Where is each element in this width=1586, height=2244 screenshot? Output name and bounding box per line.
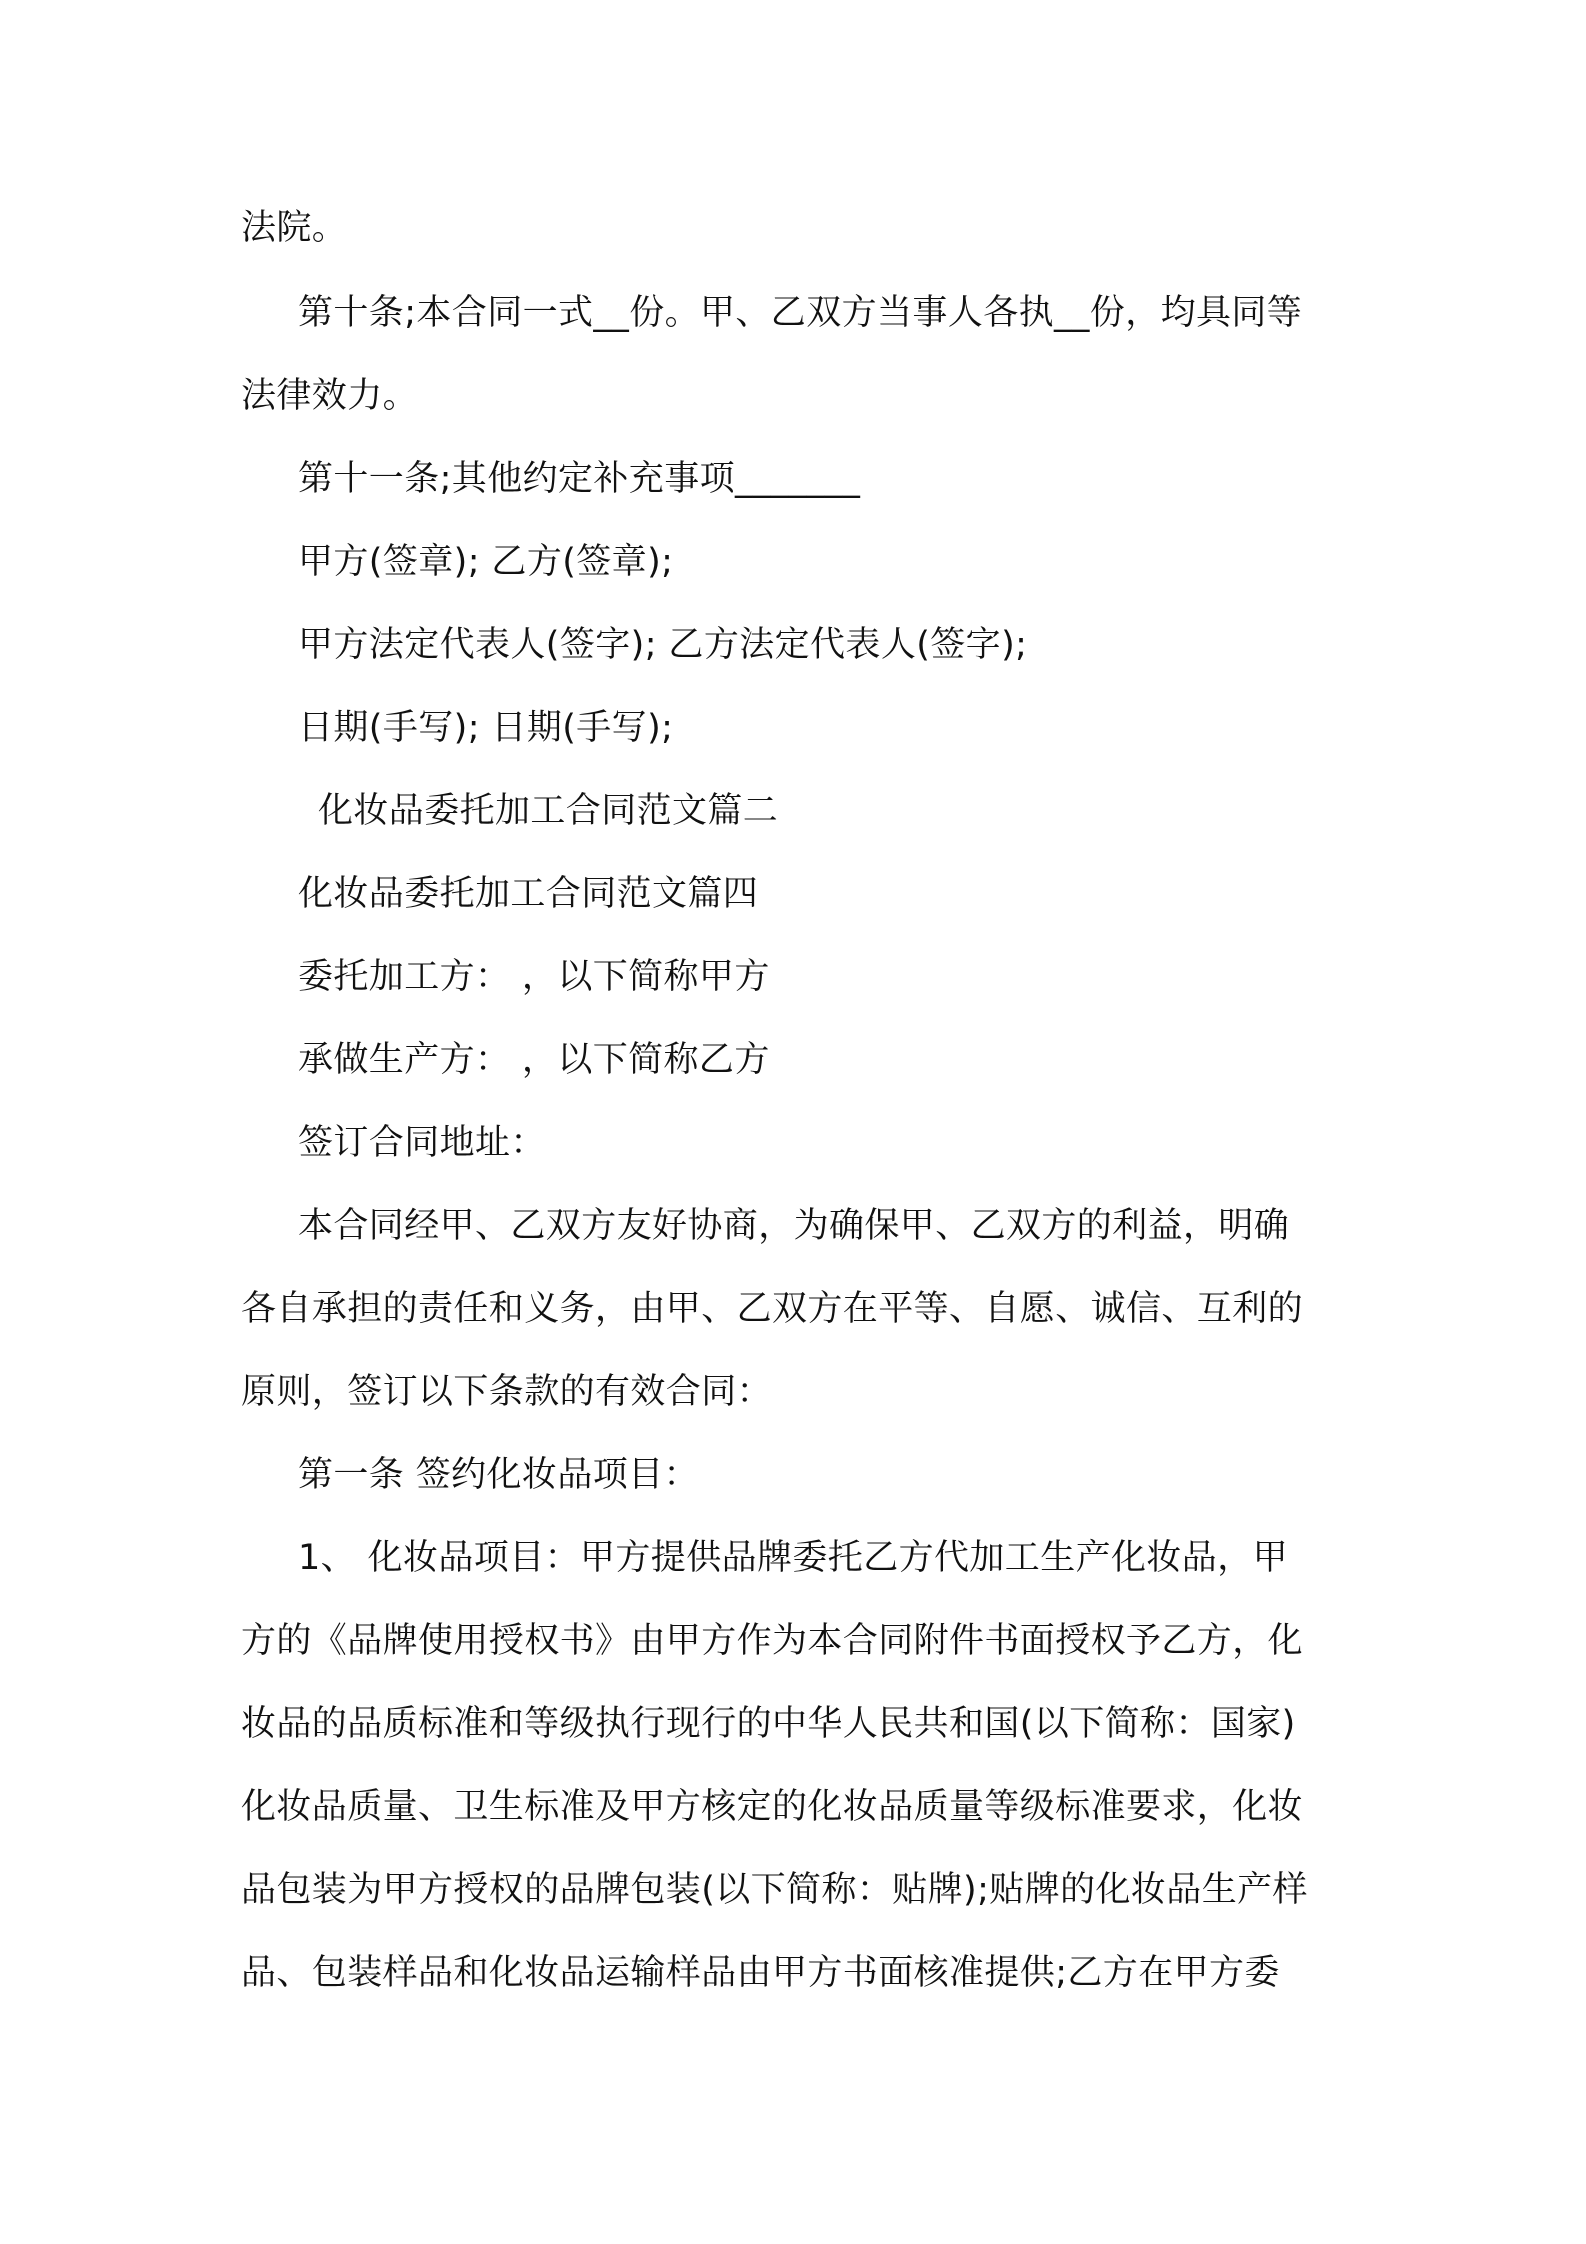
text-line: 委托加工方： ，以下简称甲方 <box>298 957 770 997</box>
text-line: 品包装为甲方授权的品牌包装(以下简称：贴牌);贴牌的化妆品生产样 <box>241 1870 1308 1910</box>
text-line: 法律效力。 <box>241 376 419 416</box>
section-heading: 化妆品委托加工合同范文篇二 <box>318 791 779 831</box>
text-line: 妆品的品质标准和等级执行现行的中华人民共和国(以下简称：国家) <box>241 1704 1296 1744</box>
text-line: 品、包装样品和化妆品运输样品由甲方书面核准提供;乙方在甲方委 <box>241 1953 1280 1993</box>
text-line: 签订合同地址： <box>298 1123 546 1163</box>
text-line: 甲方法定代表人(签字); 乙方法定代表人(签字); <box>298 625 1028 665</box>
text-line: 日期(手写); 日期(手写); <box>298 708 674 748</box>
text-line: 第十一条;其他约定补充事项_______ <box>298 459 861 499</box>
section-heading: 化妆品委托加工合同范文篇四 <box>298 874 759 914</box>
text-line: 甲方(签章); 乙方(签章); <box>298 542 674 582</box>
text-line: 各自承担的责任和义务，由甲、乙双方在平等、自愿、诚信、互利的 <box>241 1289 1304 1329</box>
text-line: 承做生产方： ，以下简称乙方 <box>298 1040 770 1080</box>
text-line: 1、 化妆品项目：甲方提供品牌委托乙方代加工生产化妆品，甲 <box>298 1538 1288 1578</box>
text-line: 第十条;本合同一式__份。甲、乙双方当事人各执__份，均具同等 <box>298 293 1303 333</box>
text-line: 原则，签订以下条款的有效合同： <box>241 1372 773 1412</box>
text-line: 方的《品牌使用授权书》由甲方作为本合同附件书面授权予乙方，化 <box>241 1621 1304 1661</box>
text-line: 化妆品质量、卫生标准及甲方核定的化妆品质量等级标准要求，化妆 <box>241 1787 1304 1827</box>
text-line: 法院。 <box>241 208 348 248</box>
text-line: 本合同经甲、乙双方友好协商，为确保甲、乙双方的利益，明确 <box>298 1206 1290 1246</box>
text-line: 第一条 签约化妆品项目： <box>298 1455 699 1495</box>
